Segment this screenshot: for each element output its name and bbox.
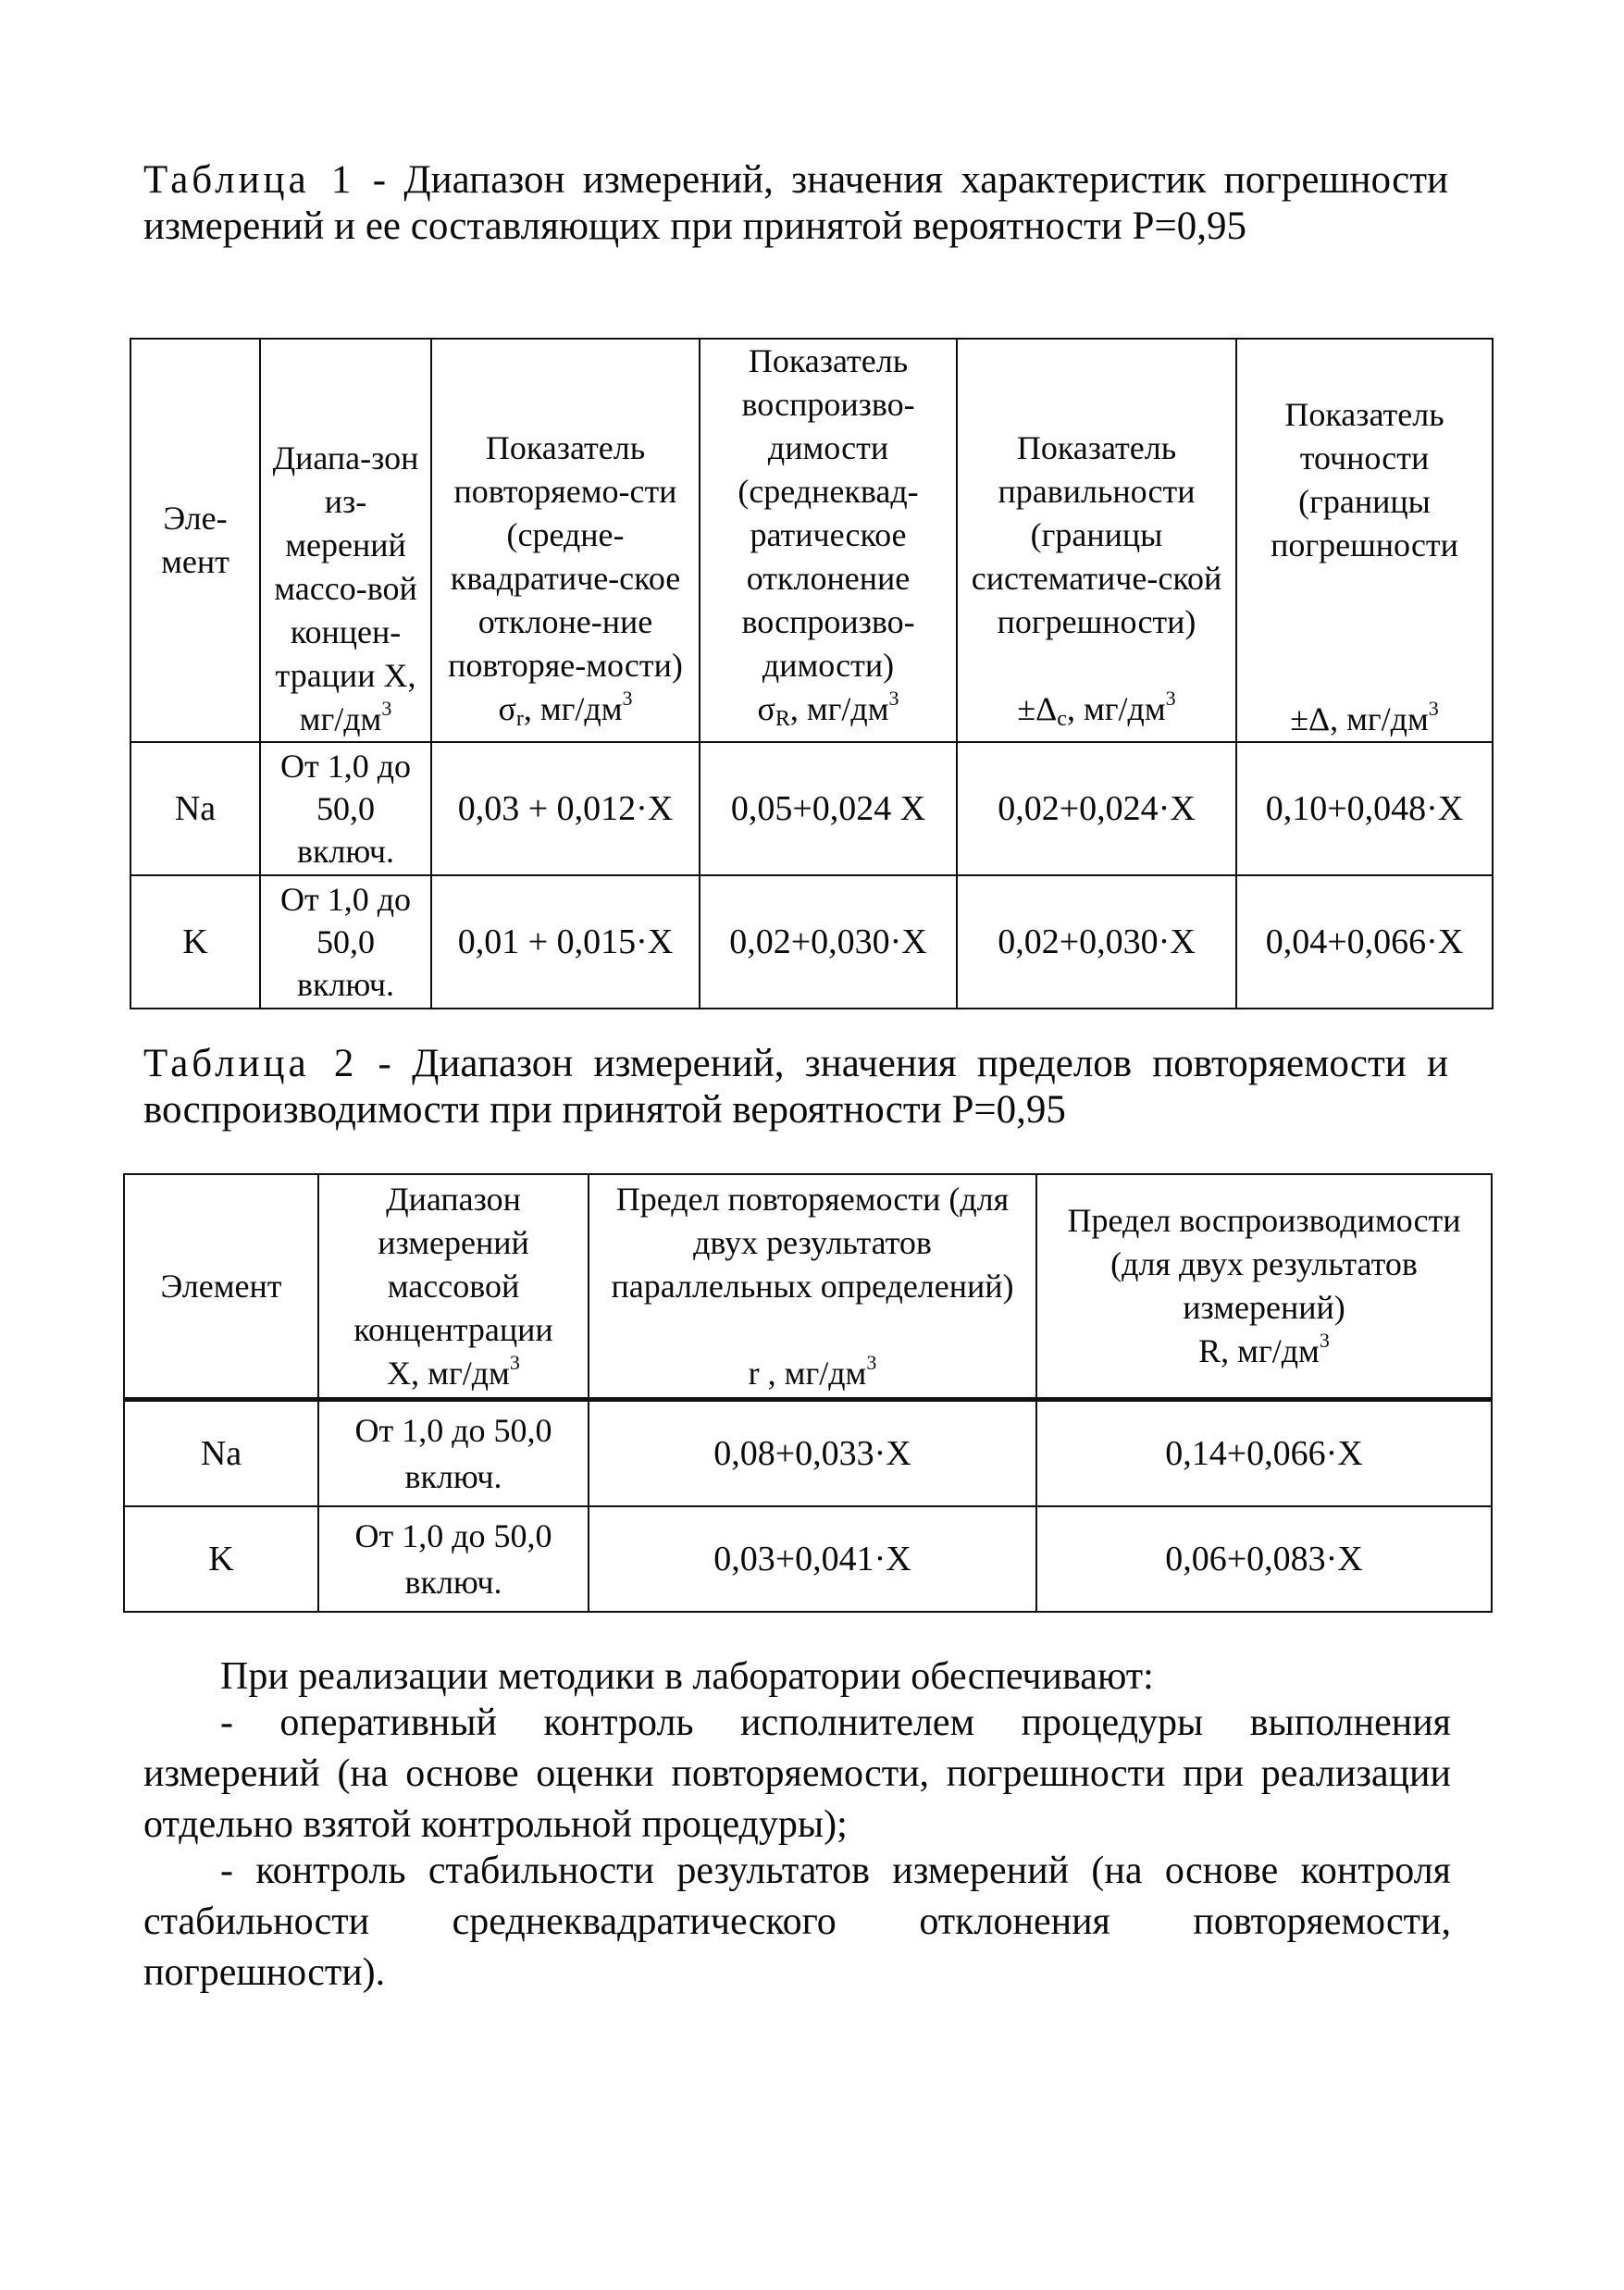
table1-cell-correctness: 0,02+0,030·X	[957, 875, 1236, 1009]
table1-cell-repeatability: 0,01 + 0,015·X	[431, 875, 700, 1009]
table1-cell-element: K	[130, 875, 260, 1009]
table1-header-accuracy: Показатель точности (границы погрешности ±Δ, $мг/дм^3$	[1236, 339, 1493, 742]
table2-cell-range: От 1,0 до 50,0 включ.	[318, 1506, 589, 1612]
table2-caption	[143, 1041, 1448, 1133]
table1-cell-accuracy: 0,10+0,048·X	[1236, 742, 1493, 875]
table-row	[130, 742, 1493, 875]
table2-cell-element: K	[124, 1506, 318, 1612]
table1-cell-correctness: 0,02+0,024·X	[957, 742, 1236, 875]
table-row	[124, 1400, 1492, 1507]
body-list-item: - оперативный контроль исполнителем процедуры выполнения измерений (на основе оценки повторяемости, погрешности при реализации отдельно взятой контрольной процедуры);	[143, 1702, 1451, 1846]
table1-cell-range: От 1,0 до 50,0 включ.	[260, 742, 431, 875]
table2-header-element: Элемент	[124, 1174, 318, 1400]
table2-cell-reproducibility-limit: 0,06+0,083·X	[1036, 1506, 1492, 1612]
table2-cell-reproducibility-limit: 0,14+0,066·X	[1036, 1400, 1492, 1507]
table1-cell-range: От 1,0 до 50,0 включ.	[260, 875, 431, 1009]
table2-header-repeatability-limit: Предел повторяемости (для двух результатов параллельных определений) r , $мг/дм^3$	[589, 1174, 1036, 1400]
table2-caption-text: - Диапазон измерений, значения пределов повторяемости и воспроизводимости при принятой вероятности Р=0,95	[143, 1042, 1448, 1132]
table1-header-row	[130, 339, 1493, 742]
table2-cell-repeatability-limit: 0,03+0,041·X	[589, 1506, 1036, 1612]
table2	[123, 1173, 1493, 1613]
table1-header-element: Эле-мент	[130, 339, 260, 742]
table-row	[130, 875, 1493, 1009]
table2-cell-element: Na	[124, 1400, 318, 1507]
table1-header-repeatability: Показатель повторяемо-сти (средне-квадратиче-ское отклоне-ние повторяе-мости) σr, $мг/дм^3$	[431, 339, 700, 742]
table2-cell-range: От 1,0 до 50,0 включ.	[318, 1400, 589, 1507]
table1-cell-element: Na	[130, 742, 260, 875]
body-list-item: - контроль стабильности результатов измерений (на основе контроля стабильности среднеквадратического отклонения повторяемости, погрешности).	[143, 1850, 1451, 1994]
table1	[130, 338, 1494, 1009]
table1-cell-reproducibility: 0,05+0,024 X	[700, 742, 957, 875]
table-row	[124, 1506, 1492, 1612]
table1-header-range: Диапа-зон из-мерений массо-вой концен-трации Х, $мг/дм^3$	[260, 339, 431, 742]
table2-caption-label: Таблица 2	[143, 1042, 358, 1085]
table2-cell-repeatability-limit: 0,08+0,033·X	[589, 1400, 1036, 1507]
table1-caption	[143, 157, 1448, 250]
table1-caption-text: - Диапазон измерений, значения характеристик погрешности измерений и ее составляющих при принятой вероятности Р=0,95	[143, 158, 1448, 248]
table2-header-row	[124, 1174, 1492, 1400]
table1-caption-label: Таблица 1	[143, 158, 355, 202]
table1-cell-reproducibility: 0,02+0,030·X	[700, 875, 957, 1009]
table1-header-reproducibility: Показатель воспроизво-димости (среднеквад-ратическое отклонение воспроизво-димости) σR, $мг/дм^3$	[700, 339, 957, 742]
table2-header-range: Диапазон измерений массовой концентрации Х, $мг/дм^3$	[318, 1174, 589, 1400]
body-intro: При реализации методики в лаборатории обеспечивают:	[220, 1655, 1154, 1698]
table1-cell-accuracy: 0,04+0,066·X	[1236, 875, 1493, 1009]
table1-header-correctness: Показатель правильности (границы систематиче-ской погрешности) ±Δс, $мг/дм^3$	[957, 339, 1236, 742]
table1-cell-repeatability: 0,03 + 0,012·X	[431, 742, 700, 875]
table2-header-reproducibility-limit: Предел воспроизводимости (для двух результатов измерений) R, $мг/дм^3$	[1036, 1174, 1492, 1400]
